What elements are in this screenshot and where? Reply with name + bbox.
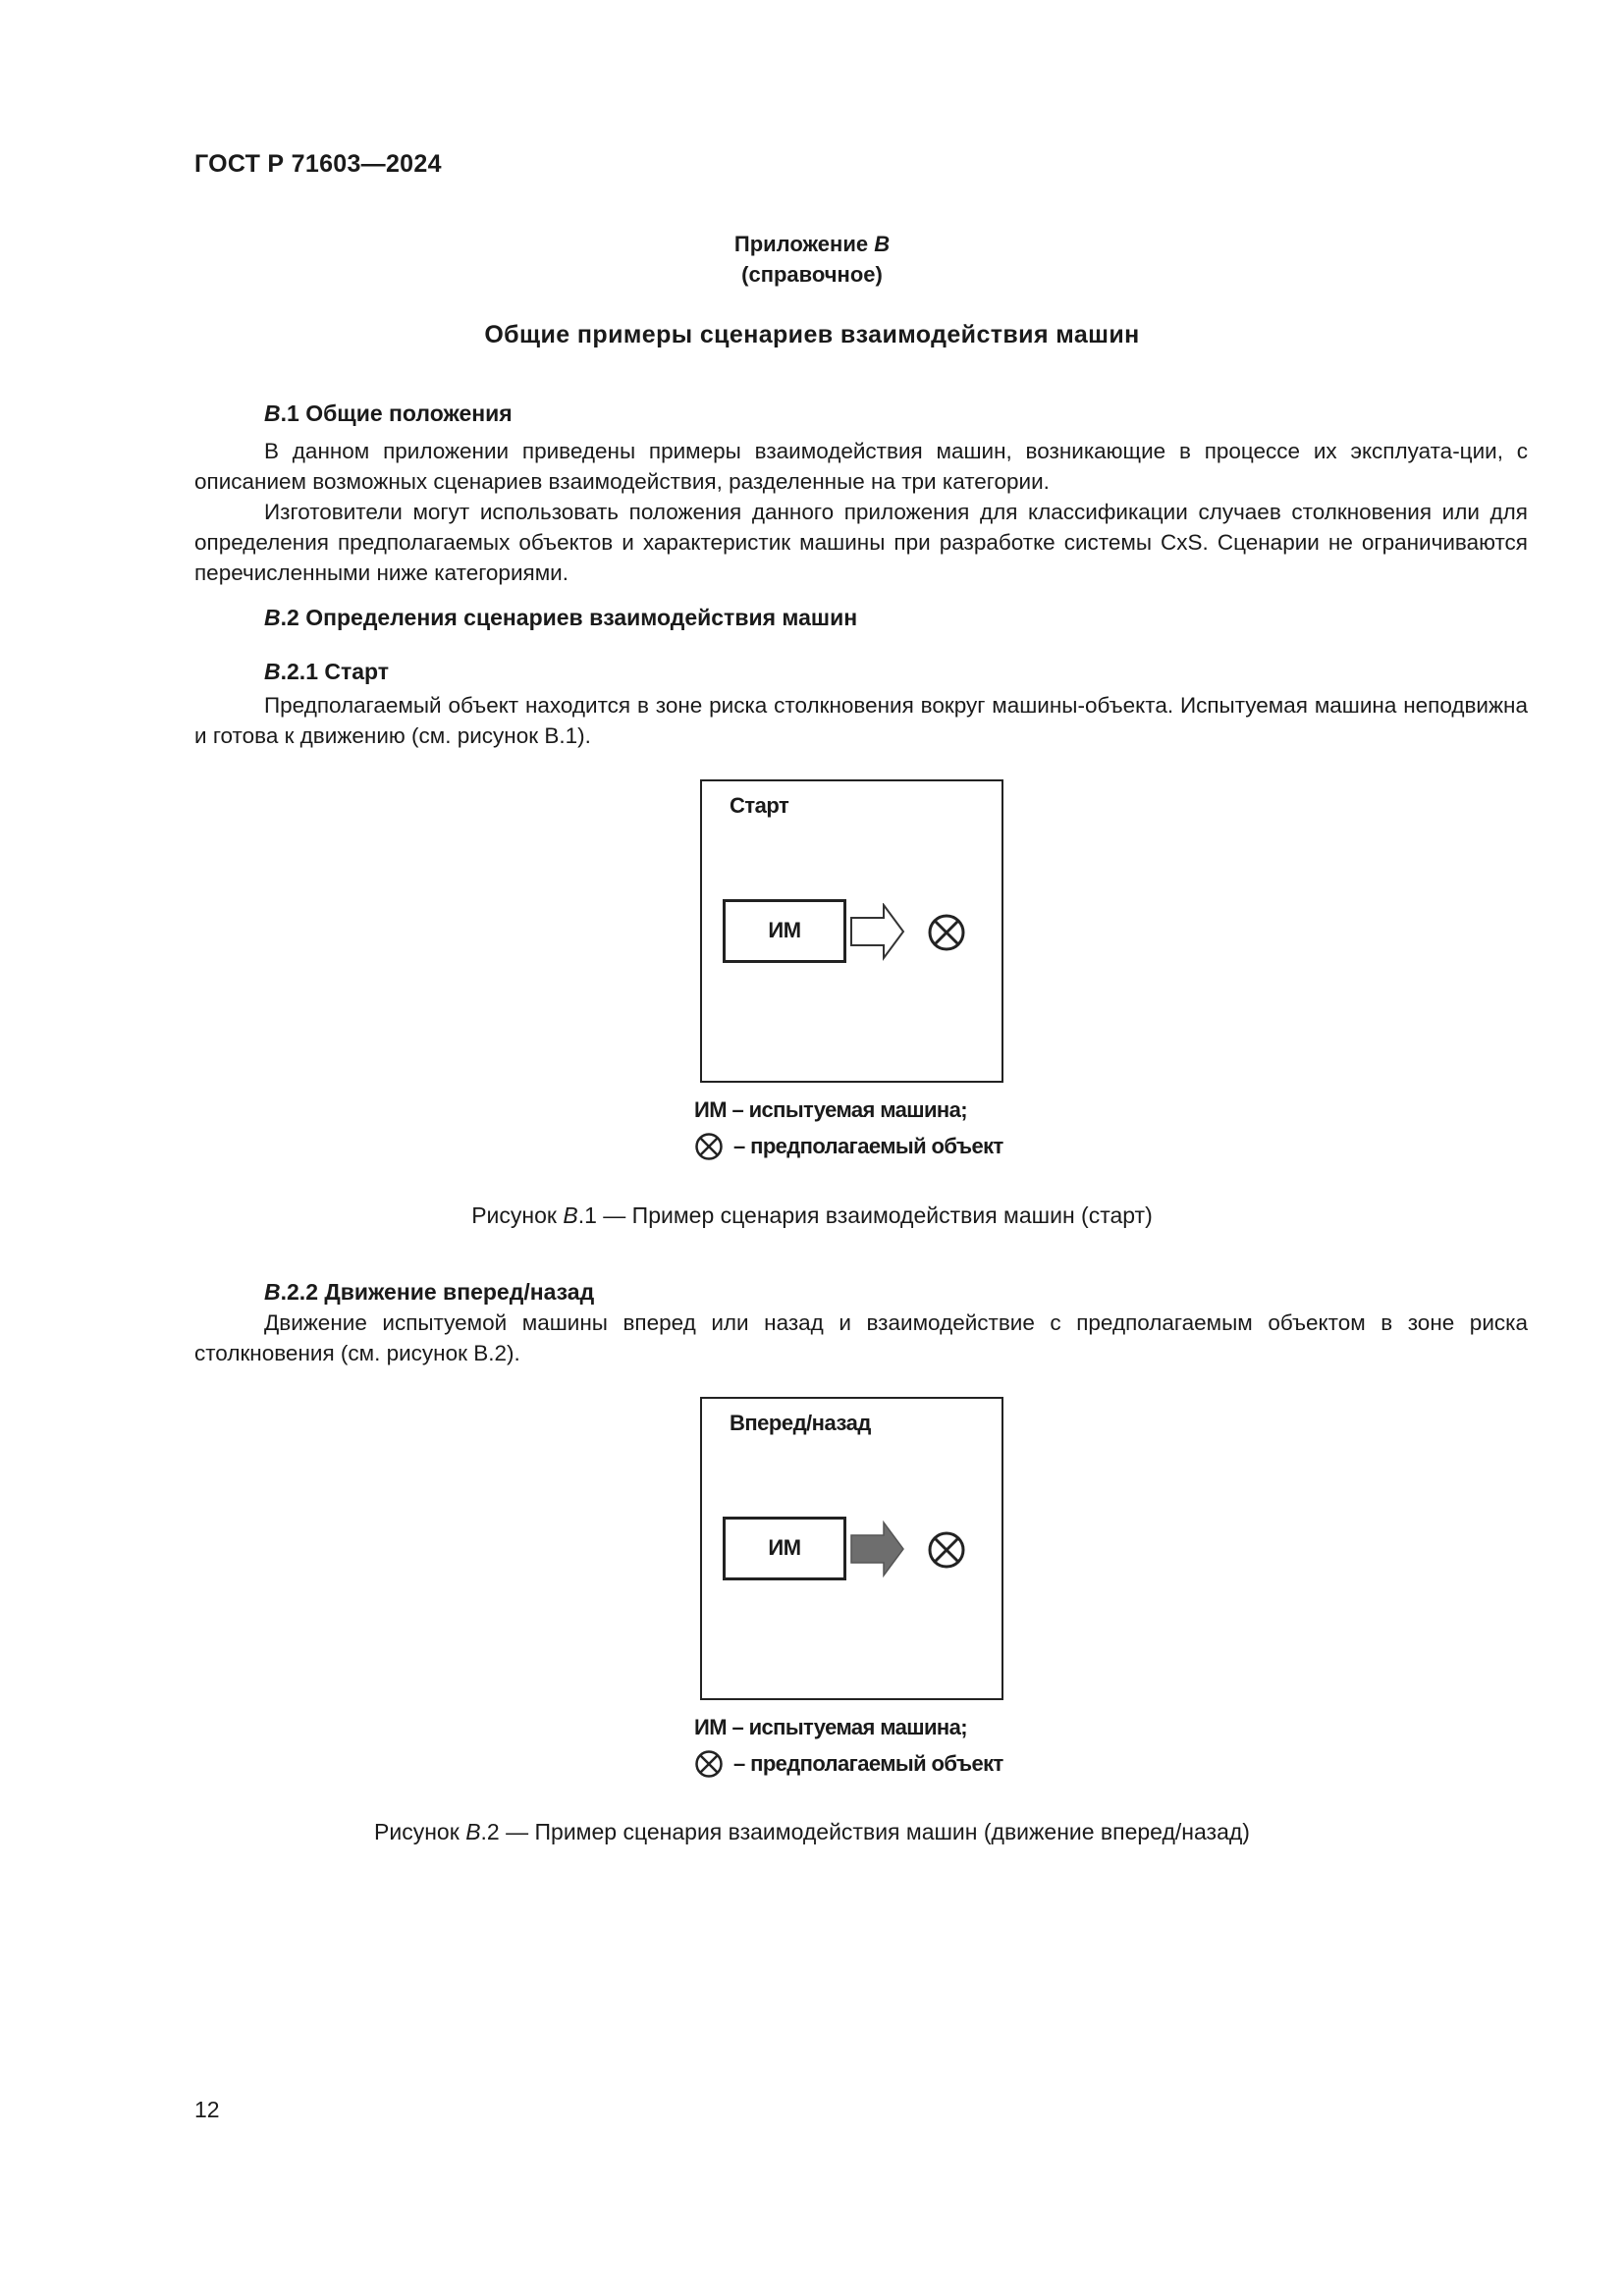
appendix-type: (справочное) bbox=[741, 262, 883, 287]
section-heading-b21 bbox=[264, 659, 389, 685]
direction-arrow-outline-icon bbox=[849, 903, 908, 962]
legend-object-text: – предполагаемый объект bbox=[733, 1751, 1003, 1776]
appendix-prefix: Приложение bbox=[733, 232, 869, 256]
section-title: Движение вперед/назад bbox=[324, 1279, 595, 1305]
section-b22-body bbox=[194, 1308, 1528, 1368]
section-title: Общие положения bbox=[305, 400, 513, 426]
legend-object-text: – предполагаемый объект bbox=[733, 1134, 1003, 1158]
section-number: .2.1 bbox=[280, 659, 318, 684]
paragraph: В данном приложении приведены примеры взаимодействия машин, возникающие в процессе их эксплуата-ции, с описанием возможных сценариев взаимодействия, разделенные на три категории. bbox=[194, 439, 1528, 494]
target-object-icon bbox=[927, 913, 966, 952]
caption-letter: В bbox=[563, 1202, 578, 1228]
caption-prefix: Рисунок bbox=[471, 1202, 557, 1228]
appendix-title: Общие примеры сценариев взаимодействия машин bbox=[484, 321, 1140, 348]
figure-b2-legend-machine: ИМ – испытуемая машина; bbox=[694, 1715, 967, 1739]
paragraph: Изготовители могут использовать положения данного приложения для классификации случаев столкновения или для определения предполагаемых объектов и характеристик машины при разработке системы CxS. Сценарии не ограничиваются перечисленными ниже категориями. bbox=[194, 500, 1528, 585]
caption-prefix: Рисунок bbox=[374, 1819, 460, 1844]
appendix-letter: В bbox=[874, 232, 891, 256]
figure-b2-title: Вперед/назад bbox=[730, 1411, 871, 1435]
appendix-label bbox=[0, 229, 1624, 290]
figure-b1-title: Старт bbox=[730, 793, 789, 818]
section-title: Старт bbox=[324, 659, 390, 684]
section-title: Определения сценариев взаимодействия машин bbox=[305, 605, 858, 630]
section-letter: В bbox=[264, 659, 281, 684]
figure-b1-legend-machine: ИМ – испытуемая машина; bbox=[694, 1097, 967, 1122]
section-number: .2.2 bbox=[280, 1279, 318, 1305]
figure-b1-caption bbox=[0, 1202, 1624, 1229]
section-b21-body bbox=[194, 690, 1528, 751]
figure-b2-caption bbox=[0, 1819, 1624, 1845]
test-machine-box: ИМ bbox=[723, 899, 846, 963]
figure-b2-legend-object bbox=[694, 1749, 1003, 1779]
caption-text: .2 — Пример сценария взаимодействия машин (движение вперед/назад) bbox=[480, 1819, 1250, 1844]
section-heading-b1 bbox=[264, 400, 513, 427]
page-number: 12 bbox=[194, 2097, 220, 2122]
section-b1-body bbox=[194, 436, 1528, 588]
target-object-icon bbox=[927, 1530, 966, 1570]
direction-arrow-filled-icon bbox=[849, 1521, 908, 1579]
section-letter: В bbox=[264, 605, 281, 630]
section-letter: В bbox=[264, 1279, 281, 1305]
paragraph: Предполагаемый объект находится в зоне риска столкновения вокруг машины-объекта. Испытуемая машина неподвижна и готова к движению (см. рисунок В.1). bbox=[194, 693, 1528, 748]
section-letter: В bbox=[264, 400, 281, 426]
section-number: .2 bbox=[280, 605, 299, 630]
paragraph: Движение испытуемой машины вперед или назад и взаимодействие с предполагаемым объектом в зоне риска столкновения (см. рисунок В.2). bbox=[194, 1310, 1528, 1365]
document-code-header: ГОСТ Р 71603—2024 bbox=[194, 150, 442, 178]
test-machine-box: ИМ bbox=[723, 1517, 846, 1580]
figure-b1-legend-object bbox=[694, 1132, 1003, 1161]
section-heading-b2 bbox=[264, 605, 857, 631]
target-object-icon bbox=[694, 1749, 724, 1779]
target-object-icon bbox=[694, 1132, 724, 1161]
caption-letter: В bbox=[465, 1819, 481, 1844]
section-heading-b22 bbox=[264, 1279, 594, 1306]
section-number: .1 bbox=[280, 400, 299, 426]
caption-text: .1 — Пример сценария взаимодействия машин (старт) bbox=[577, 1202, 1153, 1228]
